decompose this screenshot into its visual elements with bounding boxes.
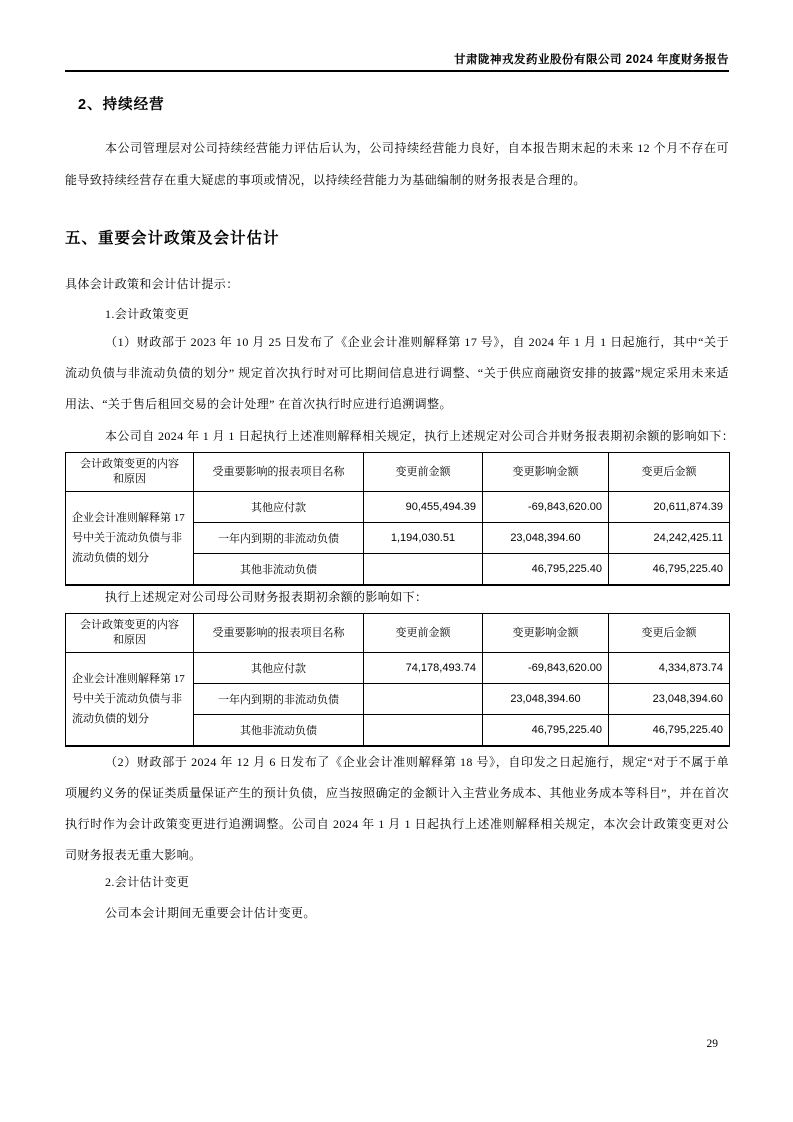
cell-item: 其他应付款 — [194, 653, 364, 684]
col-header-change-reason: 会计政策变更的内容和原因 — [66, 453, 194, 492]
cell-impact: 46,795,225.40 — [483, 715, 609, 747]
group-label-cell: 企业会计准则解释第 17 号中关于流动负债与非流动负债的划分 — [66, 492, 194, 586]
header-rule — [65, 70, 729, 72]
consolidated-impact-table — [65, 452, 730, 586]
cell-item: 一年内到期的非流动负债 — [194, 684, 364, 715]
cell-before — [364, 715, 483, 747]
col-header-impact: 变更影响金额 — [483, 453, 609, 492]
cell-item: 其他非流动负债 — [194, 715, 364, 747]
cell-after: 24,242,425.11 — [609, 523, 730, 554]
subheading-policy-change: 1.会计政策变更 — [105, 307, 190, 321]
col-header-after: 变更后金额 — [609, 453, 730, 492]
group-label-cell: 企业会计准则解释第 17 号中关于流动负债与非流动负债的划分 — [66, 653, 194, 747]
heading-accounting-policies: 五、重要会计政策及会计估计 — [65, 230, 280, 247]
page-number: 29 — [706, 1038, 718, 1050]
col-header-item-name: 受重要影响的报表项目名称 — [194, 453, 364, 492]
table-row — [66, 653, 730, 684]
col-header-before: 变更前金额 — [364, 614, 483, 653]
paragraph-policy-change-1: （1）财政部于 2023 年 10 月 25 日发布了《企业会计准则解释第 17 号》，自 2024 年 1 月 1 日起施行，其中“关于流动负债与非流动负债的划分” 规定首次执行时对可比期间信息进行调整、“关于供应商融资安排的披露”规定采用未来适用法、“关于售后租回交易的会计处理” 在首次执行时应进行追溯调整。 — [65, 335, 729, 411]
cell-before: 90,455,494.39 — [364, 492, 483, 523]
subheading-estimate-change: 2.会计估计变更 — [105, 875, 190, 889]
parent-impact-table — [65, 613, 730, 747]
heading-going-concern: 2、持续经营 — [78, 97, 165, 113]
paragraph-consolidated-intro: 本公司自 2024 年 1 月 1 日起执行上述准则解释相关规定，执行上述规定对公司合并财务报表期初余额的影响如下： — [105, 429, 735, 443]
table-header-row — [66, 453, 730, 492]
cell-impact: 23,048,394.60 — [483, 523, 609, 554]
cell-before — [364, 554, 483, 586]
table-header-row — [66, 614, 730, 653]
cell-item: 其他应付款 — [194, 492, 364, 523]
paragraph-going-concern: 本公司管理层对公司持续经营能力评估后认为，公司持续经营能力良好，自本报告期末起的未来 12 个月不存在可能导致持续经营存在重大疑虑的事项或情况，以持续经营能力为基础编制的财务报表是合理的。 — [65, 141, 729, 187]
cell-after: 23,048,394.60 — [609, 684, 730, 715]
cell-impact: 46,795,225.40 — [483, 554, 609, 586]
cell-impact: -69,843,620.00 — [483, 492, 609, 523]
paragraph-policy-tip: 具体会计政策和会计估计提示： — [65, 277, 239, 291]
paragraph-policy-change-2: （2）财政部于 2024 年 12 月 6 日发布了《企业会计准则解释第 18 号》，自印发之日起施行，规定“对于不属于单项履约义务的保证类质量保证产生的预计负债，应当按照确定的金额计入主营业务成本、其他业务成本等科目”，并在首次执行时作为会计政策变更进行追溯调整。公司自 2024 年 1 月 1 日起执行上述准则解释相关规定，本次会计政策变更对公司财务报表无重大影响。 — [65, 755, 729, 862]
cell-before — [364, 684, 483, 715]
paragraph-estimate-change: 公司本会计期间无重要会计估计变更。 — [105, 906, 316, 920]
cell-before: 74,178,493.74 — [364, 653, 483, 684]
cell-impact: -69,843,620.00 — [483, 653, 609, 684]
cell-after: 20,611,874.39 — [609, 492, 730, 523]
cell-impact: 23,048,394.60 — [483, 684, 609, 715]
col-header-item-name: 受重要影响的报表项目名称 — [194, 614, 364, 653]
cell-after: 46,795,225.40 — [609, 715, 730, 747]
cell-after: 46,795,225.40 — [609, 554, 730, 586]
cell-item: 一年内到期的非流动负债 — [194, 523, 364, 554]
cell-item: 其他非流动负债 — [194, 554, 364, 586]
col-header-before: 变更前金额 — [364, 453, 483, 492]
table-row — [66, 492, 730, 523]
paragraph-parent-intro: 执行上述规定对公司母公司财务报表期初余额的影响如下： — [105, 590, 428, 604]
col-header-after: 变更后金额 — [609, 614, 730, 653]
col-header-change-reason: 会计政策变更的内容和原因 — [66, 614, 194, 653]
cell-after: 4,334,873.74 — [609, 653, 730, 684]
cell-before: 1,194,030.51 — [364, 523, 483, 554]
running-header: 甘肃陇神戎发药业股份有限公司 2024 年度财务报告 — [454, 54, 729, 66]
col-header-impact: 变更影响金额 — [483, 614, 609, 653]
